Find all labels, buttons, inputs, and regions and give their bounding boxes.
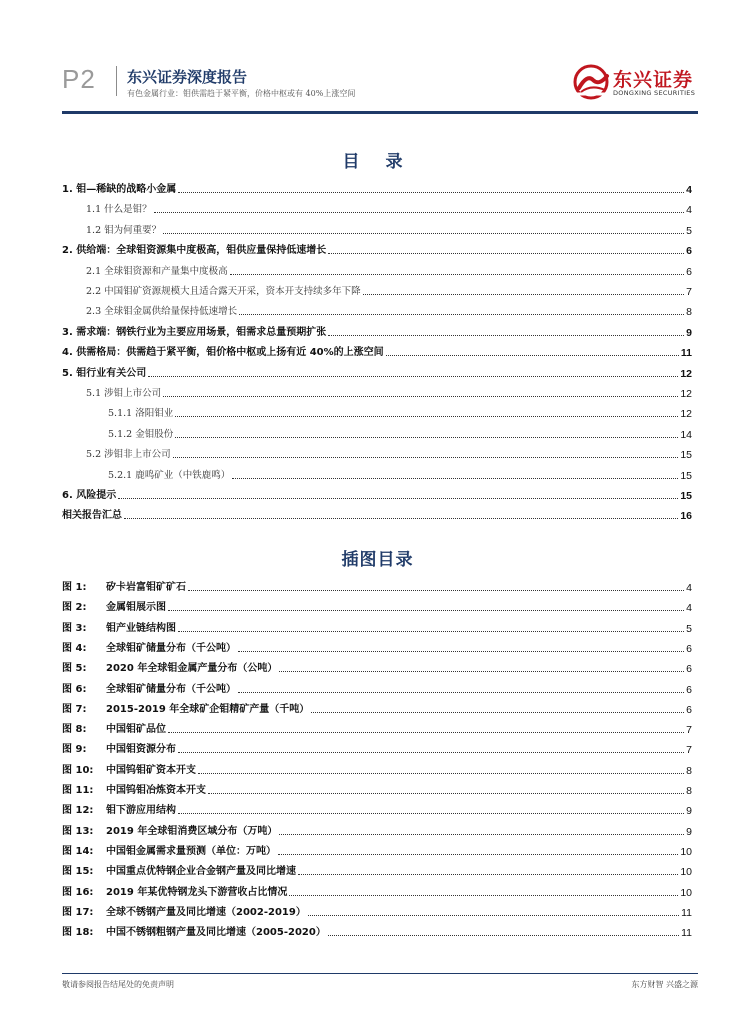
toc-entry-page: 12: [680, 408, 692, 421]
dot-leader: [328, 935, 679, 936]
toc-entry[interactable]: [62, 364, 692, 380]
figure-entry-number: 图 8:: [62, 724, 87, 736]
figure-entry-title: 金属钼展示图: [106, 602, 166, 614]
figure-entry[interactable]: [62, 578, 692, 594]
figure-entry-title: 钼下游应用结构: [106, 805, 176, 817]
figure-entry-title: 2019 年全球钼消费区域分布（万吨）: [106, 825, 278, 837]
dot-leader: [178, 631, 684, 632]
figure-entry[interactable]: [62, 781, 692, 797]
figure-entry-number: 图 5:: [62, 663, 87, 675]
figure-entry[interactable]: [62, 720, 692, 736]
toc-entry-page: 6: [686, 265, 692, 278]
dot-leader: [386, 355, 679, 356]
toc-entry-label: 3. 需求端：钢铁行业为主要应用场景，钼需求总量预期扩张: [62, 326, 327, 338]
footer-rule: [62, 973, 698, 974]
figure-entry-number: 图 10:: [62, 764, 94, 776]
toc-entry-label: 1.1 什么是钼？: [86, 204, 152, 216]
figure-entry-page: 4: [686, 582, 692, 594]
toc-entry-page: 4: [686, 184, 692, 196]
figure-entry-number: 图 2:: [62, 602, 87, 614]
company-logo: [573, 62, 703, 102]
figure-entry[interactable]: [62, 842, 692, 858]
dot-leader: [198, 773, 684, 774]
toc-entry-label: 5.2 涉钼非上市公司: [86, 449, 171, 461]
figure-entry[interactable]: [62, 903, 692, 919]
toc-entry[interactable]: [62, 445, 692, 461]
dot-leader: [168, 732, 684, 733]
figure-entry-title: 中国重点优特钢企业合金钢产量及同比增速: [106, 866, 296, 878]
figure-entry[interactable]: [62, 923, 692, 939]
dot-leader: [239, 314, 684, 315]
toc-entry-label: 5.1.1 洛阳钼业: [108, 408, 174, 420]
figure-entry-title: 全球钼矿储量分布（千公吨）: [106, 683, 236, 695]
page-number: P2: [62, 64, 96, 94]
header-rule: [62, 111, 698, 114]
figure-entry-title: 中国钨钼冶炼资本开支: [106, 785, 206, 796]
figure-entry[interactable]: [62, 700, 692, 716]
toc-entry-label: 1.2 钼为何重要？: [86, 224, 162, 236]
logo-mark-icon: [573, 64, 613, 100]
figure-entry-page: 11: [681, 927, 692, 940]
figure-entry[interactable]: [62, 619, 692, 635]
toc-entry[interactable]: [62, 241, 692, 257]
dot-leader: [278, 854, 678, 855]
figure-entry-page: 5: [686, 622, 692, 635]
dot-leader: [163, 396, 678, 397]
figure-entry-title: 中国钼矿品位: [106, 724, 166, 736]
toc-entry[interactable]: [62, 404, 692, 420]
toc-entry[interactable]: [62, 425, 692, 441]
figure-entry-number: 图 1:: [62, 582, 87, 593]
figure-entry-number: 图 12:: [62, 805, 94, 817]
toc-entry-label: 6. 风险提示: [62, 490, 117, 501]
toc-entry[interactable]: [62, 302, 692, 318]
logo-text-cn: 东兴证券: [613, 69, 694, 91]
dot-leader: [328, 335, 684, 336]
figure-entry[interactable]: [62, 639, 692, 655]
figure-entry-page: 8: [686, 785, 692, 797]
dot-leader: [154, 212, 685, 213]
figure-entry-number: 图 7:: [62, 703, 87, 715]
toc-entry-page: 8: [686, 306, 692, 319]
figure-entry-title: 全球钼矿储量分布（千公吨）: [106, 642, 236, 654]
figure-entry-title: 矽卡岩富钼矿矿石: [106, 582, 186, 593]
footer-slogan: 东方财智 兴盛之源: [631, 980, 698, 989]
figure-entry-page: 9: [686, 825, 692, 838]
dot-leader: [308, 915, 679, 916]
toc-entry-page: 4: [686, 204, 692, 217]
toc-entry-label: 1. 钼—稀缺的战略小金属: [62, 184, 177, 195]
toc-entry-page: 12: [680, 367, 692, 380]
figure-entry-title: 2019 年某优特钢龙头下游营收占比情况: [106, 886, 288, 898]
page-header: [0, 0, 755, 118]
dot-leader: [188, 590, 684, 591]
toc-entry-label: 2.1 全球钼资源和产量集中度极高: [86, 265, 228, 277]
header-divider: [116, 66, 117, 96]
figure-entry[interactable]: [62, 822, 692, 838]
figure-entry-page: 6: [686, 683, 692, 696]
dot-leader: [298, 874, 678, 875]
figure-entry[interactable]: [62, 862, 692, 878]
dot-leader: [173, 457, 679, 458]
figure-entry-number: 图 11:: [62, 785, 94, 796]
toc-entry-label: 2.2 中国钼矿资源规模大且适合露天开采，资本开支持续多年下降: [86, 286, 361, 297]
figure-entry-number: 图 17:: [62, 906, 94, 918]
dot-leader: [279, 671, 684, 672]
toc-entry-page: 15: [680, 469, 692, 482]
dot-leader: [363, 294, 685, 295]
dot-leader: [279, 834, 684, 835]
figure-entry-page: 6: [686, 642, 692, 655]
toc-entry[interactable]: [62, 262, 692, 278]
toc-entry[interactable]: [62, 384, 692, 400]
figure-entry[interactable]: [62, 659, 692, 675]
toc-entry-page: 15: [680, 449, 692, 462]
figure-entry-title: 中国不锈钢粗钢产量及同比增速（2005-2020）: [106, 927, 326, 939]
figure-entry[interactable]: [62, 740, 692, 756]
toc-entry-page: 6: [686, 245, 692, 258]
figure-entry-title: 全球不锈钢产量及同比增速（2002-2019）: [106, 906, 306, 918]
dot-leader: [175, 416, 678, 417]
figure-entry[interactable]: [62, 801, 692, 817]
footer-disclaimer: 敬请参阅报告结尾处的免责声明: [62, 980, 174, 989]
toc-entry[interactable]: [62, 282, 692, 298]
figure-entry[interactable]: [62, 680, 692, 696]
dot-leader: [178, 752, 684, 753]
figure-entry[interactable]: [62, 761, 692, 777]
toc-entry[interactable]: [62, 200, 692, 216]
figure-entry-number: 图 6:: [62, 683, 87, 695]
toc-entry-label: 4. 供需格局：供需趋于紧平衡，钼价格中枢或上扬有近 40%的上涨空间: [62, 347, 384, 359]
figure-entry-page: 6: [686, 703, 692, 716]
toc-entry-label: 5. 钼行业有关公司: [62, 367, 147, 379]
dot-leader: [163, 233, 684, 234]
toc-entry-page: 14: [680, 428, 692, 441]
figure-entry-number: 图 3:: [62, 622, 87, 634]
toc-entry[interactable]: [62, 180, 692, 196]
dot-leader: [232, 478, 678, 479]
toc-entry[interactable]: [62, 221, 692, 237]
logo-text-en: DONGXING SECURITIES: [613, 89, 696, 97]
figure-entry-page: 10: [680, 845, 692, 858]
toc-entry-label: 2.3 全球钼金属供给量保持低速增长: [86, 306, 238, 318]
dot-leader: [148, 376, 678, 377]
dot-leader: [175, 437, 678, 438]
figure-entry-page: 7: [686, 724, 692, 737]
figure-entry-title: 2020 年全球钼金属产量分布（公吨）: [106, 663, 278, 675]
figure-entry-title: 2015-2019 年全球矿企钼精矿产量（千吨）: [106, 703, 310, 715]
toc-entry-page: 5: [686, 224, 692, 237]
figure-entry-number: 图 13:: [62, 825, 94, 837]
figure-entry-number: 图 16:: [62, 886, 94, 898]
dot-leader: [168, 610, 684, 611]
figure-entry-page: 6: [686, 663, 692, 676]
figure-entry-number: 图 14:: [62, 845, 94, 857]
dot-leader: [208, 793, 684, 794]
toc-entry-label: 5.2.1 鹿鸣矿业（中铁鹿鸣）: [108, 469, 231, 481]
dot-leader: [328, 253, 684, 254]
figures-title: 插图目录: [341, 550, 414, 570]
dot-leader: [124, 518, 678, 519]
toc-entry-label: 5.1.2 金钼股份: [108, 428, 174, 440]
figure-entry[interactable]: [62, 598, 692, 614]
dot-leader: [289, 895, 678, 896]
toc-title: 目 录: [342, 152, 413, 172]
figure-entry-page: 11: [681, 906, 692, 919]
dot-leader: [230, 274, 685, 275]
figure-entry-number: 图 15:: [62, 866, 94, 878]
figure-entry-title: 中国钼资源分布: [106, 744, 176, 756]
figure-entry-page: 10: [680, 886, 692, 899]
dot-leader: [178, 813, 684, 814]
figure-entry-page: 8: [686, 764, 692, 777]
dot-leader: [118, 498, 678, 499]
figure-entry-number: 图 9:: [62, 744, 87, 756]
report-title: 东兴证券深度报告: [127, 68, 248, 86]
figure-entry-page: 9: [686, 805, 692, 818]
toc-entry-page: 9: [686, 326, 692, 339]
toc-entry-page: 12: [680, 388, 692, 400]
figure-entry[interactable]: [62, 883, 692, 899]
dot-leader: [238, 651, 684, 652]
toc-entry[interactable]: [62, 323, 692, 339]
figure-entry-page: 4: [686, 602, 692, 615]
toc-entry-page: 7: [686, 286, 692, 298]
toc-entry-page: 15: [680, 490, 692, 502]
report-subtitle: 有色金属行业：钼供需趋于紧平衡，价格中枢或有 40%上涨空间: [127, 89, 356, 98]
figure-entry-number: 图 18:: [62, 927, 94, 939]
figure-entry-page: 10: [680, 866, 692, 879]
toc-entry-label: 相关报告汇总: [62, 510, 122, 522]
toc-entry[interactable]: [62, 486, 692, 502]
dot-leader: [311, 712, 684, 713]
figure-entry-title: 中国钼金属需求量预测（单位：万吨）: [106, 845, 276, 857]
figure-entry-title: 中国钨钼矿资本开支: [106, 764, 196, 776]
toc-entry-page: 16: [680, 510, 692, 523]
toc-entry[interactable]: [62, 506, 692, 522]
figure-entry-title: 钼产业链结构图: [106, 622, 176, 634]
figure-entry-page: 7: [686, 744, 692, 757]
dot-leader: [178, 192, 684, 193]
dot-leader: [238, 692, 684, 693]
toc-entry-label: 2. 供给端：全球钼资源集中度极高，钼供应量保持低速增长: [62, 245, 327, 257]
figure-entry-number: 图 4:: [62, 642, 87, 654]
toc-entry[interactable]: [62, 343, 692, 359]
toc-entry[interactable]: [62, 466, 692, 482]
toc-entry-label: 5.1 涉钼上市公司: [86, 388, 162, 399]
toc-entry-page: 11: [680, 347, 692, 360]
